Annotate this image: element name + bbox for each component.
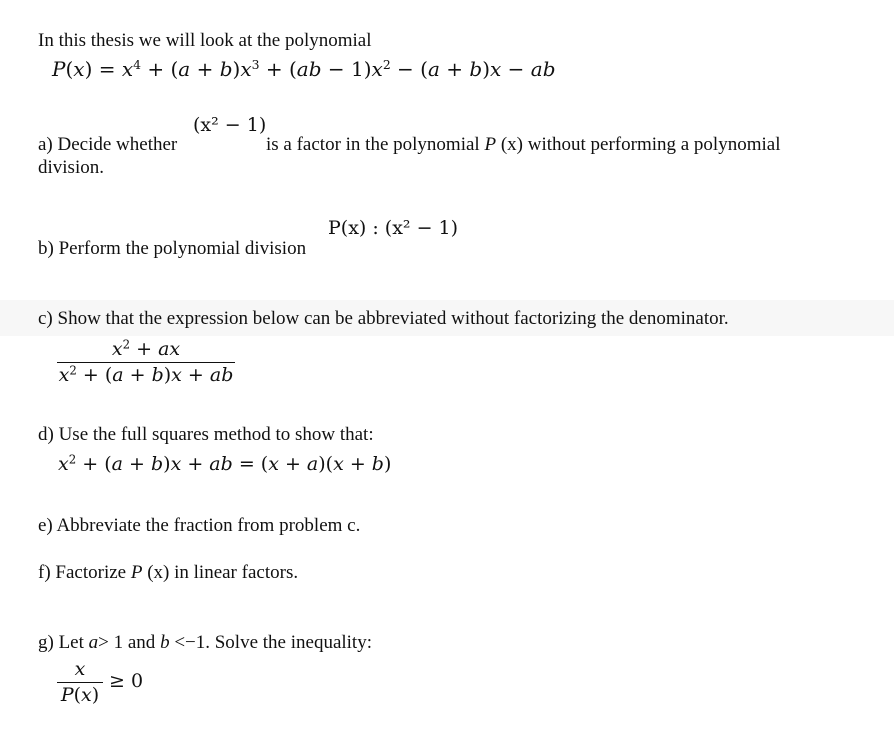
rational-denominator: $x^2 + (a + b)x$ + ab (58, 363, 234, 386)
rational-expression (57, 337, 235, 386)
inequality-denominator: P(x) (57, 682, 103, 705)
inequality-numerator: x (74, 658, 86, 680)
intro-text: In this thesis we will look at the polynomial (38, 30, 372, 51)
part-g-label: g) Let a> 1 and b <−1. Solve the inequality: (38, 632, 372, 653)
inequality-relation: ≥ 0 (109, 670, 144, 692)
polynomial-definition: $P(x) = x^4 + (a + b)x^3 + (ab - 1)x^2 - (a + b)x$ − ab (52, 57, 556, 81)
factor-expression: (x² − 1) (193, 114, 267, 136)
identity-equation: $x^2 + (a + b)x$ + ab = (x + a)(x + b) (58, 452, 392, 475)
part-b-label: b) Perform the polynomial division (38, 238, 307, 259)
part-a-lead: a) Decide whether (38, 134, 178, 155)
part-c-label: c) Show that the expression below can be abbreviated without factorizing the denominator. (38, 308, 729, 329)
rational-numerator: $x^2$ + ax (111, 337, 181, 360)
part-a-line2: division. (38, 157, 104, 178)
inequality-fraction (57, 660, 103, 705)
part-d-label: d) Use the full squares method to show that: (38, 424, 374, 445)
part-a-tail: is a factor in the polynomial P (x) without performing a polynomial (266, 134, 781, 155)
division-expression: P(x) : (x² − 1) (328, 217, 459, 239)
part-f-label: f) Factorize P (x) in linear factors. (38, 562, 299, 583)
part-e-label: e) Abbreviate the fraction from problem c. (38, 515, 361, 536)
